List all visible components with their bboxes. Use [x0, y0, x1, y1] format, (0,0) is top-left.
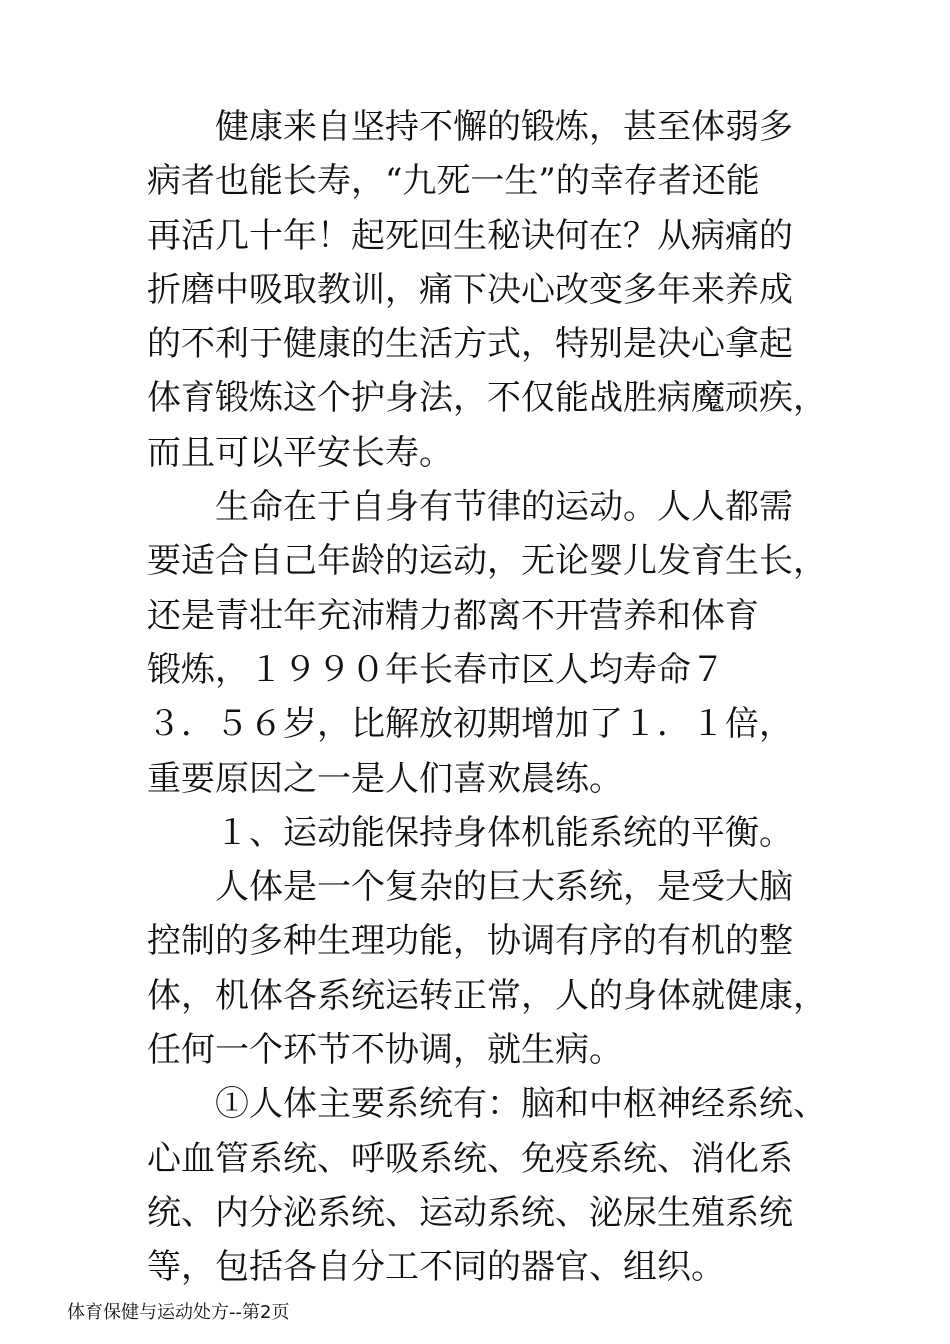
text-line: ①人体主要系统有：脑和中枢神经系统、 — [147, 1084, 827, 1125]
text-line: 锻炼，１９９０年长春市区人均寿命７ — [147, 649, 725, 690]
text-line: 还是青壮年充沛精力都离不开营养和体育 — [147, 595, 759, 636]
text-line: 要适合自己年龄的运动，无论婴儿发育生长， — [147, 541, 827, 582]
text-line: 折磨中吸取教训，痛下决心改变多年来养成 — [147, 269, 793, 310]
text-line: 任何一个环节不协调，就生病。 — [147, 1030, 623, 1071]
text-line: 控制的多种生理功能，协调有序的有机的整 — [147, 921, 793, 962]
text-line: 重要原因之一是人们喜欢晨练。 — [147, 758, 623, 799]
text-line: 病者也能长寿，“九死一生”的幸存者还能 — [147, 161, 760, 202]
text-line: 再活几十年！起死回生秘诀何在？从病痛的 — [147, 215, 793, 256]
section-heading: １、运动能保持身体机能系统的平衡。 — [147, 812, 793, 853]
text-line: 统、内分泌系统、运动系统、泌尿生殖系统 — [147, 1192, 793, 1233]
text-line: 生命在于自身有节律的运动。人人都需 — [147, 487, 793, 528]
text-line: 心血管系统、呼吸系统、免疫系统、消化系 — [147, 1138, 793, 1179]
text-line: 体，机体各系统运转正常，人的身体就健康， — [147, 975, 827, 1016]
text-line: 人体是一个复杂的巨大系统，是受大脑 — [147, 867, 793, 908]
text-line: ３．５６岁，比解放初期增加了１．１倍， — [147, 704, 793, 745]
document-body — [147, 100, 827, 1295]
text-line: 健康来自坚持不懈的锻炼，甚至体弱多 — [147, 107, 793, 147]
text-line: 体育锻炼这个护身法，不仅能战胜病魔顽疾， — [147, 378, 827, 419]
page-footer: 体育保健与运动处方--第2页 — [67, 1302, 290, 1323]
text-line: 等，包括各自分工不同的器官、组织。 — [147, 1247, 725, 1288]
text-line: 的不利于健康的生活方式，特别是决心拿起 — [147, 324, 793, 365]
text-line: 而且可以平安长寿。 — [147, 432, 453, 473]
